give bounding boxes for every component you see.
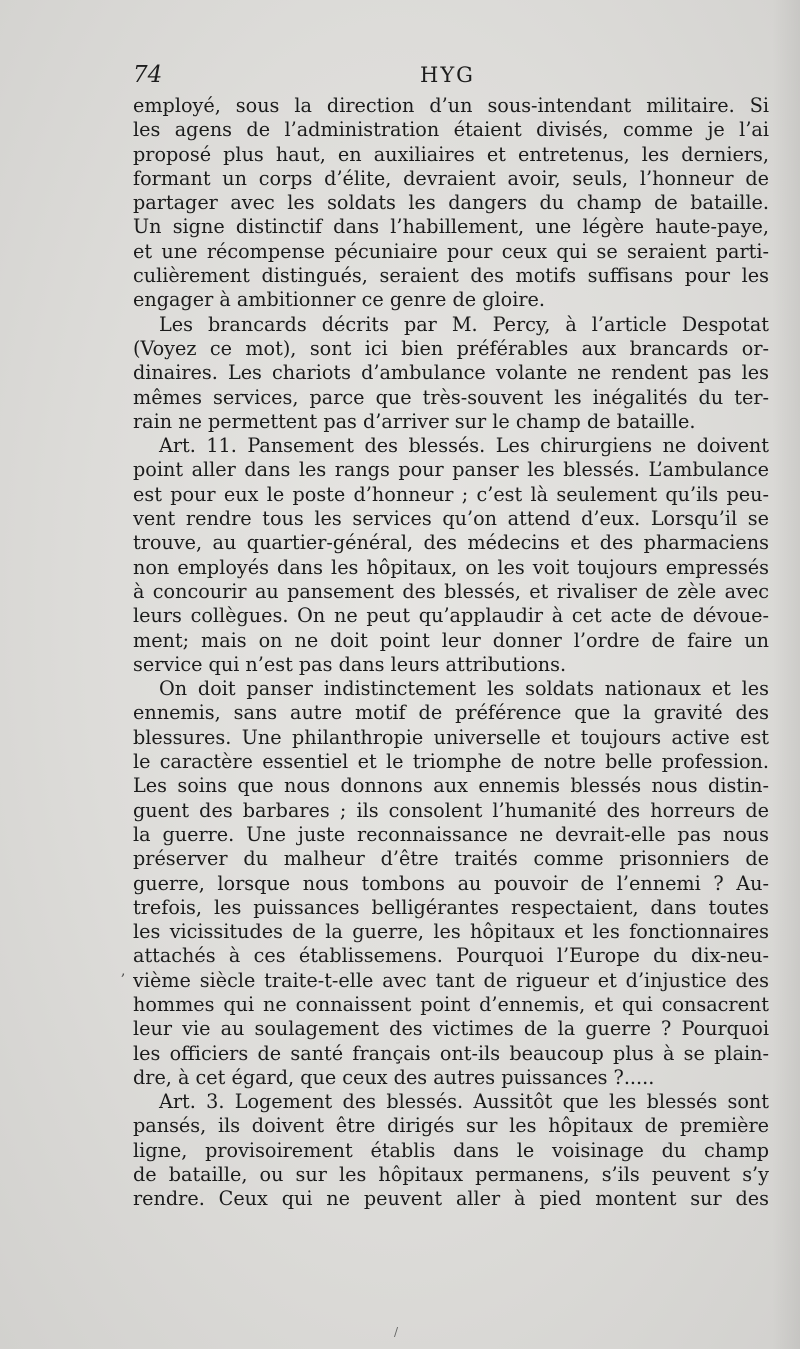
text-line: Art. 3. Logement des blessés. Aussitôt que les blessés sont: [159, 1090, 769, 1114]
text-line: service qui n’est pas dans leurs attributions.: [133, 652, 567, 676]
text-line: formant un corps d’élite, devraient avoir, seuls, l’honneur de: [133, 166, 769, 190]
text-line: leur vie au soulagement des victimes de la guerre ? Pourquoi: [133, 1017, 769, 1041]
bottom-margin-mark: /: [394, 1325, 399, 1339]
text-line: Les soins que nous donnons aux ennemis blessés nous distin-: [133, 774, 769, 798]
text-line: culièrement distingués, seraient des motifs suffisans pour les: [133, 264, 769, 288]
text-line: attachés à ces établissemens. Pourquoi l’Europe du dix-neu-: [133, 944, 769, 968]
text-line: à concourir au pansement des blessés, et rivaliser de zèle avec: [133, 579, 769, 603]
text-line: hommes qui ne connaissent point d’ennemis, et qui consacrent: [133, 992, 769, 1016]
text-line: les agens de l’administration étaient divisés, comme je l’ai: [133, 118, 769, 142]
text-line: vième siècle traite-t-elle avec tant de rigueur et d’injustice des: [133, 968, 769, 992]
text-line: mêmes services, parce que très-souvent les inégalités du ter-: [133, 385, 769, 409]
text-line: On doit panser indistinctement les soldats nationaux et les: [159, 677, 769, 701]
text-line: pansés, ils doivent être dirigés sur les hôpitaux de première: [133, 1114, 769, 1138]
text-line: les vicissitudes de la guerre, les hôpitaux et les fonctionnaires: [133, 920, 769, 944]
page-number: 74: [133, 62, 163, 88]
text-line: proposé plus haut, en auxiliaires et entretenus, les derniers,: [133, 142, 769, 166]
text-line: guerre, lorsque nous tombons au pouvoir de l’ennemi ? Au-: [133, 871, 769, 895]
page-header: [133, 62, 769, 92]
page-edge-shadow: [772, 0, 800, 1349]
text-line: non employés dans les hôpitaux, on les voit toujours empressés: [133, 555, 769, 579]
text-line: blessures. Une philanthropie universelle et toujours active est: [133, 725, 769, 749]
text-line: préserver du malheur d’être traités comme prisonniers de: [133, 847, 769, 871]
text-line: leurs collègues. On ne peut qu’applaudir à cet acte de dévoue-: [133, 604, 769, 628]
text-line: et une récompense pécuniaire pour ceux qui se seraient parti-: [133, 239, 769, 263]
text-line: le caractère essentiel et le triomphe de notre belle profession.: [133, 750, 769, 774]
text-line: Les brancards décrits par M. Percy, à l’article Despotat: [159, 312, 769, 336]
text-line: point aller dans les rangs pour panser les blessés. L’ambulance: [133, 458, 769, 482]
body-text: [133, 94, 769, 1212]
text-line: (Voyez ce mot), sont ici bien préférables aux brancards or-: [133, 336, 769, 360]
text-line: ennemis, sans autre motif de préférence que la gravité des: [133, 701, 769, 725]
text-line: de bataille, ou sur les hôpitaux permanens, s’ils peuvent s’y: [133, 1163, 769, 1187]
text-line: ment; mais on ne doit point leur donner l’ordre de faire un: [133, 628, 769, 652]
text-line: dre, à cet égard, que ceux des autres puissances ?.....: [133, 1065, 655, 1089]
text-line: guent des barbares ; ils consolent l’humanité des horreurs de: [133, 798, 769, 822]
text-line: les officiers de santé français ont-ils beaucoup plus à se plain-: [133, 1041, 769, 1065]
text-line: rendre. Ceux qui ne peuvent aller à pied montent sur des: [133, 1187, 769, 1211]
text-line: ligne, provisoirement établis dans le voisinage du champ: [133, 1138, 769, 1162]
text-line: dinaires. Les chariots d’ambulance volante ne rendent pas les: [133, 361, 769, 385]
text-line: est pour eux le poste d’honneur ; c’est là seulement qu’ils peu-: [133, 482, 769, 506]
text-line: trefois, les puissances belligérantes respectaient, dans toutes: [133, 895, 769, 919]
text-line: rain ne permettent pas d’arriver sur le champ de bataille.: [133, 409, 696, 433]
running-head: HYG: [420, 63, 475, 87]
text-line: vent rendre tous les services qu’on attend d’eux. Lorsqu’il se: [133, 507, 769, 531]
text-line: engager à ambitionner ce genre de gloire.: [133, 288, 545, 312]
text-line: employé, sous la direction d’un sous-intendant militaire. Si: [133, 94, 769, 117]
text-line: Art. 11. Pansement des blessés. Les chirurgiens ne doivent: [159, 434, 769, 458]
margin-mark: ,: [121, 963, 126, 979]
text-line: Un signe distinctif dans l’habillement, une légère haute-paye,: [133, 215, 769, 239]
text-line: trouve, au quartier-général, des médecins et des pharmaciens: [133, 531, 769, 555]
text-line: la guerre. Une juste reconnaissance ne devrait-elle pas nous: [133, 822, 769, 846]
text-line: partager avec les soldats les dangers du champ de bataille.: [133, 191, 769, 215]
